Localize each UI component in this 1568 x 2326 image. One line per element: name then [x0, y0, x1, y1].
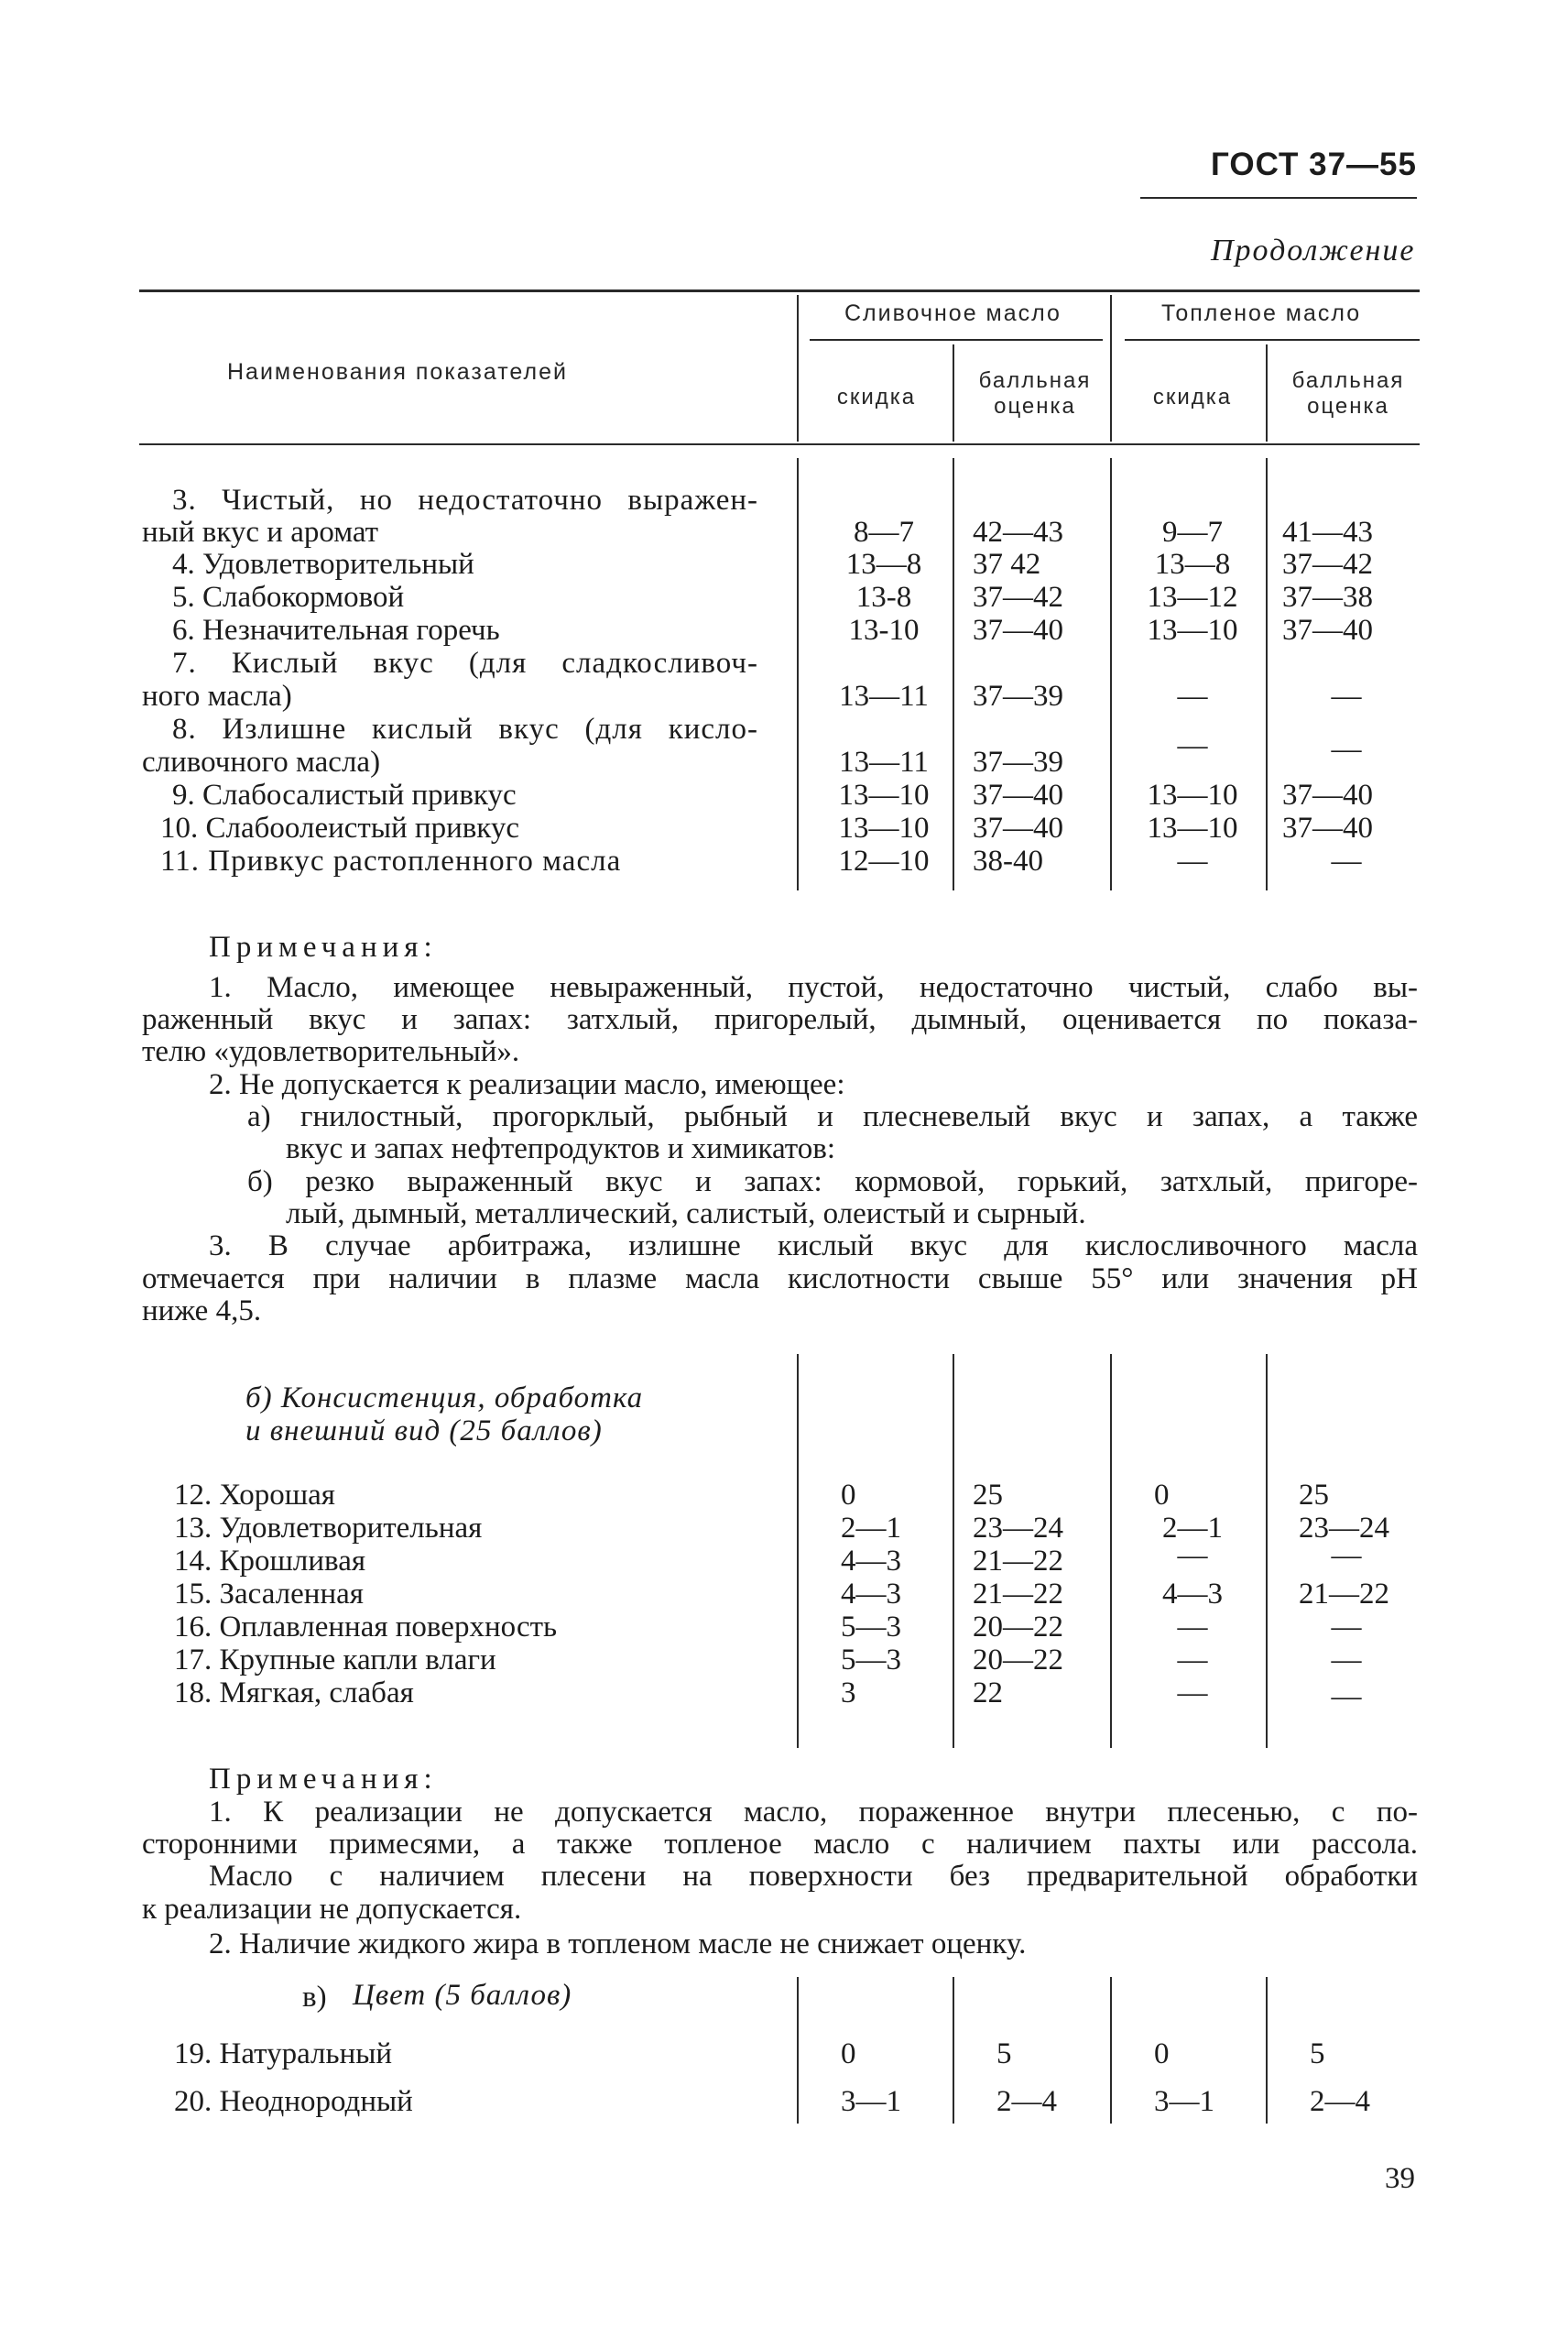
header-rule — [1140, 197, 1417, 199]
melted-discount: — — [1177, 680, 1208, 713]
table-top-rule — [139, 289, 1420, 292]
section-c-letter: в) — [302, 1981, 327, 2014]
cream-discount: 13—10 — [838, 812, 930, 845]
melted-score: 41—43 — [1282, 516, 1373, 549]
row-label: ный вкус и аромат — [142, 516, 379, 549]
cream-score: 37—39 — [973, 680, 1063, 713]
melted-score: 37—42 — [1282, 548, 1373, 581]
column-divider — [1110, 1354, 1112, 1748]
notes-title: Примечания: — [209, 1763, 438, 1796]
cream-score: 37—40 — [973, 614, 1063, 647]
row-label: 15. Засаленная — [174, 1578, 364, 1611]
cream-discount: 13—8 — [845, 548, 922, 581]
cream-discount: 2—1 — [841, 1512, 901, 1545]
cream-discount: 5—3 — [841, 1611, 901, 1643]
melted-score: 21—22 — [1299, 1578, 1389, 1611]
melted-score: 37—38 — [1282, 581, 1373, 614]
cream-score: 37—42 — [973, 581, 1063, 614]
melted-score: 2—4 — [1310, 2085, 1370, 2118]
melted-score: 37—40 — [1282, 614, 1373, 647]
header-divider — [1110, 295, 1112, 442]
cream-discount: 8—7 — [854, 516, 914, 549]
note-line: к реализации не допускается. — [142, 1893, 522, 1926]
column-header-indicators: Наименования показателей — [227, 359, 568, 385]
header-divider — [797, 295, 799, 442]
cream-score: 37 42 — [973, 548, 1041, 581]
melted-score: — — [1331, 845, 1362, 878]
column-divider — [953, 1977, 954, 2124]
melted-discount: 0 — [1154, 1479, 1170, 1512]
melted-score: 37—40 — [1282, 779, 1373, 812]
melted-discount: 9—7 — [1162, 516, 1223, 549]
melted-discount: — — [1177, 729, 1208, 762]
page-number: 39 — [1385, 2162, 1415, 2195]
row-label: 3. Чистый, но недостаточно выражен- — [172, 484, 758, 517]
melted-score: 5 — [1310, 2037, 1325, 2070]
melted-score: 23—24 — [1299, 1512, 1389, 1545]
cream-score: 37—40 — [973, 812, 1063, 845]
row-label: 4. Удовлетворительный — [172, 548, 474, 581]
cream-discount: 5—3 — [841, 1643, 901, 1676]
cream-discount: 3 — [841, 1676, 856, 1709]
note-line: 2. Наличие жидкого жира в топленом масле не снижает оценку. — [209, 1927, 1027, 1960]
cream-discount: 13-10 — [848, 614, 920, 647]
row-label: 12. Хорошая — [174, 1479, 335, 1512]
header-subrule-cream — [810, 339, 1103, 341]
row-label: 7. Кислый вкус (для сладкосливоч- — [172, 647, 758, 680]
cream-score: 21—22 — [973, 1578, 1063, 1611]
cream-score: 5 — [996, 2037, 1012, 2070]
cream-discount: 13-8 — [855, 581, 912, 614]
melted-score: 37—40 — [1282, 812, 1373, 845]
cream-discount: 12—10 — [838, 845, 930, 878]
melted-discount: 13—10 — [1147, 812, 1238, 845]
cream-score: 38-40 — [973, 845, 1043, 878]
melted-score: — — [1331, 1611, 1362, 1643]
melted-discount: 13—12 — [1147, 581, 1238, 614]
melted-discount: 2—1 — [1162, 1512, 1223, 1545]
note-line: ниже 4,5. — [142, 1294, 262, 1327]
melted-discount: 13—8 — [1154, 548, 1231, 581]
note-line: 2. Не допускается к реализации масло, имеющее: — [209, 1068, 845, 1101]
melted-discount: — — [1177, 1611, 1208, 1643]
cream-score: 42—43 — [973, 516, 1063, 549]
column-header-cream-discount: скидка — [836, 385, 917, 410]
header-bottom-rule — [139, 443, 1420, 445]
cream-score: 2—4 — [996, 2085, 1057, 2118]
section-b-title: и внешний вид (25 баллов) — [245, 1414, 603, 1447]
column-header-cream-score: балльная оценка — [978, 368, 1092, 419]
cream-score: 37—39 — [973, 746, 1063, 779]
melted-discount: — — [1177, 845, 1208, 878]
row-label: 8. Излишне кислый вкус (для кисло- — [172, 713, 758, 746]
cream-discount: 13—11 — [839, 746, 929, 779]
row-label: 6. Незначительная горечь — [172, 614, 500, 647]
melted-discount: — — [1177, 1676, 1208, 1709]
row-label: 14. Крошливая — [174, 1545, 366, 1578]
note-line: отмечается при наличии в плазме масла кислотности свыше 55° или значения рН — [142, 1262, 1418, 1295]
cream-score: 22 — [973, 1676, 1003, 1709]
header-divider — [1266, 344, 1268, 442]
column-divider — [797, 1977, 799, 2124]
column-divider — [1266, 458, 1268, 890]
note-line: телю «удовлетворительный». — [142, 1035, 520, 1068]
note-line: вкус и запах нефтепродуктов и химикатов: — [286, 1132, 836, 1165]
melted-score: — — [1331, 1680, 1362, 1713]
cream-score: 20—22 — [973, 1643, 1063, 1676]
section-b-title: б) Консистенция, обработка — [245, 1381, 644, 1414]
melted-discount: 13—10 — [1147, 779, 1238, 812]
column-header-melted-score: балльная оценка — [1291, 368, 1405, 419]
row-label: 19. Натуральный — [174, 2037, 393, 2070]
melted-discount: 13—10 — [1147, 614, 1238, 647]
melted-discount: 3—1 — [1154, 2085, 1214, 2118]
header-subrule-melted — [1125, 339, 1420, 341]
header-divider — [953, 344, 954, 442]
cream-discount: 3—1 — [841, 2085, 901, 2118]
note-line: 1. К реализации не допускается масло, пораженное внутри плесенью, с по- — [209, 1796, 1418, 1829]
melted-score: — — [1331, 733, 1362, 766]
row-label: 10. Слабоолеистый привкус — [160, 812, 520, 845]
note-line: а) гнилостный, прогорклый, рыбный и плесневелый вкус и запах, а также — [247, 1100, 1418, 1133]
melted-score: — — [1331, 680, 1362, 713]
cream-score: 23—24 — [973, 1512, 1063, 1545]
column-header-melted-butter: Топленое масло — [1161, 300, 1362, 326]
column-divider — [953, 1354, 954, 1748]
row-label: 18. Мягкая, слабая — [174, 1676, 414, 1709]
row-label: 13. Удовлетворительная — [174, 1512, 483, 1545]
standard-number: ГОСТ 37—55 — [1211, 147, 1417, 182]
row-label: 17. Крупные капли влаги — [174, 1643, 496, 1676]
row-label: сливочного масла) — [142, 746, 381, 779]
cream-score: 25 — [973, 1479, 1003, 1512]
note-line: 1. Масло, имеющее невыраженный, пустой, недостаточно чистый, слабо вы- — [209, 971, 1418, 1004]
note-line: б) резко выраженный вкус и запах: кормовой, горький, затхлый, пригоре- — [247, 1165, 1418, 1198]
note-line: лый, дымный, металлический, салистый, олеистый и сырный. — [286, 1197, 1086, 1230]
cream-discount: 4—3 — [841, 1545, 901, 1578]
column-divider — [953, 458, 954, 890]
cream-discount: 0 — [841, 1479, 856, 1512]
row-label: 9. Слабосалистый привкус — [172, 779, 517, 812]
cream-score: 37—40 — [973, 779, 1063, 812]
row-label: 20. Неоднородный — [174, 2085, 413, 2118]
row-label: 11. Привкус растопленного масла — [160, 845, 622, 878]
continuation-label: Продолжение — [1211, 234, 1416, 268]
row-label: 16. Оплавленная поверхность — [174, 1611, 558, 1643]
note-line: раженный вкус и запах: затхлый, пригорелый, дымный, оценивается по показа- — [142, 1003, 1418, 1036]
cream-score: 21—22 — [973, 1545, 1063, 1578]
column-divider — [1110, 458, 1112, 890]
melted-score: 25 — [1299, 1479, 1329, 1512]
note-line: 3. В случае арбитража, излишне кислый вкус для кислосливочного масла — [209, 1229, 1418, 1262]
melted-discount: 4—3 — [1162, 1578, 1223, 1611]
melted-score: — — [1331, 1539, 1362, 1572]
cream-discount: 4—3 — [841, 1578, 901, 1611]
melted-discount: — — [1177, 1539, 1208, 1572]
notes-title: Примечания: — [209, 931, 438, 964]
column-divider — [797, 1354, 799, 1748]
melted-discount: — — [1177, 1643, 1208, 1676]
cream-discount: 13—11 — [839, 680, 929, 713]
melted-discount: 0 — [1154, 2037, 1170, 2070]
column-header-cream-butter: Сливочное масло — [844, 300, 1062, 326]
row-label: 5. Слабокормовой — [172, 581, 405, 614]
column-header-melted-discount: скидка — [1152, 385, 1233, 410]
column-divider — [797, 458, 799, 890]
note-line: Масло с наличием плесени на поверхности без предварительной обработки — [209, 1860, 1418, 1893]
row-label: ного масла) — [142, 680, 292, 713]
section-c-title: Цвет (5 баллов) — [353, 1979, 572, 2012]
melted-score: — — [1331, 1643, 1362, 1676]
cream-discount: 0 — [841, 2037, 856, 2070]
cream-score: 20—22 — [973, 1611, 1063, 1643]
column-divider — [1266, 1354, 1268, 1748]
cream-discount: 13—10 — [838, 779, 930, 812]
note-line: сторонними примесями, а также топленое масло с наличием пахты или рассола. — [142, 1828, 1418, 1861]
